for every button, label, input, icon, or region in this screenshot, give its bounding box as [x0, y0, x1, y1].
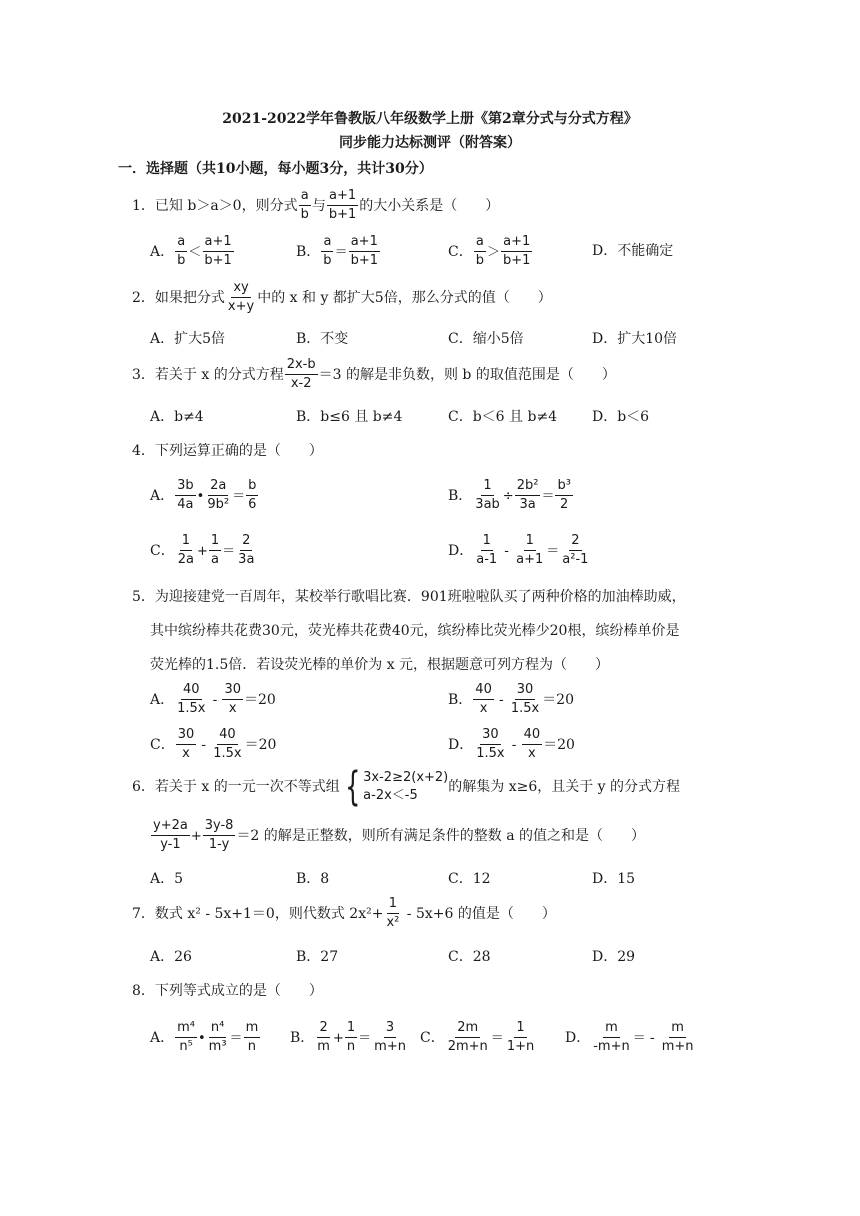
- q1-fraction-2: $\frac{a+1}{b+1}$: [328, 188, 357, 223]
- question-8-stem: 8．下列等式成立的是（ ）: [132, 983, 323, 999]
- question-3-stem: 3．若关于 x 的分式方程 $\frac{2x-b}{x-2}$ ＝3 的解是非负数，则 b 的取值范围是（ ）: [132, 357, 616, 392]
- q8-option-c: C． $\frac{2m}{2m+n}$ ＝ $\frac{1}{1+n}$: [420, 1020, 535, 1055]
- q3-option-a: A．b≠4: [150, 409, 204, 425]
- q3-option-d: D．b＜6: [592, 409, 650, 425]
- q5-option-d: D． $\frac{30}{1.5x}$ - $\frac{40}{x}$ ＝20: [448, 727, 575, 762]
- question-5-line-1: 5．为迎接建党一百周年，某校举行歌唱比赛．901班啦啦队买了两种价格的加油棒助威，: [132, 589, 686, 605]
- q1-option-c: C． $\frac{a}{b}$ ＞ $\frac{a+1}{b+1}$: [448, 234, 531, 269]
- q7-option-d: D．29: [592, 949, 636, 965]
- q5-option-a: A． $\frac{40}{1.5x}$ - $\frac{30}{x}$ ＝20: [150, 682, 276, 717]
- question-2-stem: 2．如果把分式 $\frac{xy}{x+y}$ 中的 x 和 y 都扩大5倍，那么分式的值（ ）: [132, 280, 552, 315]
- question-5-line-3: 荧光棒的1.5倍．若设荧光棒的单价为 x 元，根据题意可列方程为（ ）: [150, 657, 610, 673]
- q1-option-d: D．不能确定: [592, 243, 674, 259]
- q5-option-b: B． $\frac{40}{x}$ - $\frac{30}{1.5x}$ ＝20: [448, 682, 575, 717]
- q4-option-c: C． $\frac{1}{2a}$ + $\frac{1}{a}$ ＝ $\frac{2}{3a}$: [150, 533, 255, 568]
- question-5-line-2: 其中缤纷棒共花费30元，荧光棒共花费40元，缤纷棒比荧光棒少20根，缤纷棒单价是: [150, 623, 680, 639]
- q7-option-b: B．27: [296, 949, 339, 965]
- q6-option-d: D．15: [592, 871, 636, 887]
- q3-fraction: $\frac{2x-b}{x-2}$: [286, 357, 316, 392]
- q6-option-c: C．12: [448, 871, 491, 887]
- q8-option-a: A． $\frac{\text{m⁴}}{\text{n⁵}}$ • $\frac{\text{n⁴}}{\text{m³}}$ ＝ $\frac{m}{n}$: [150, 1020, 259, 1055]
- q7-option-c: C．28: [448, 949, 491, 965]
- question-6-line-2: $\frac{y+2a}{y-1}$ + $\frac{3y-8}{1-y}$ ＝2 的解是正整数，则所有满足条件的整数 a 的值之和是（ ）: [153, 818, 646, 853]
- q6-option-b: B．8: [296, 871, 330, 887]
- q5-option-c: C． $\frac{30}{x}$ - $\frac{40}{1.5x}$ ＝20: [150, 727, 277, 762]
- page-subtitle: 同步能力达标测评（附答案）: [339, 135, 521, 151]
- q1-text-pre: 1．已知 b＞a＞0，则分式: [132, 197, 298, 214]
- q2-fraction: $\frac{xy}{x+y}$: [227, 280, 255, 315]
- q2-option-d: D．扩大10倍: [592, 331, 678, 347]
- q7-fraction: $\frac{1}{\text{x²}}$: [386, 896, 400, 931]
- q7-option-a: A．26: [150, 949, 192, 965]
- page-title: 2021-2022学年鲁教版八年级数学上册《第2章分式与分式方程》: [222, 111, 638, 127]
- q1-text-mid: 与: [311, 197, 326, 214]
- q4-option-a: A． $\frac{3b}{4a}$ • $\frac{2a}{\text{9b²}}$ ＝ $\frac{b}{6}$: [150, 478, 257, 513]
- q2-option-a: A．扩大5倍: [150, 331, 226, 347]
- question-6-line-1: 6．若关于 x 的一元一次不等式组 { 3x-2≥2(x+2) a-2x＜-5 的解集为 x≥6，且关于 y 的分式方程: [132, 764, 681, 810]
- question-1-stem: [132, 188, 499, 224]
- q3-option-b: B．b≤6 且 b≠4: [296, 409, 403, 425]
- q8-option-b: B． $\frac{2}{m}$ + $\frac{1}{n}$ ＝ $\frac{3}{m+n}$: [290, 1020, 406, 1055]
- question-4-stem: 4．下列运算正确的是（ ）: [132, 443, 323, 459]
- q1-option-b: B． $\frac{a}{b}$ ＝ $\frac{a+1}{b+1}$: [296, 234, 378, 269]
- q8-option-d: D． $\frac{m}{-m+n}$ ＝ - $\frac{m}{m+n}$: [565, 1020, 694, 1055]
- q6-option-a: A．5: [150, 871, 184, 887]
- q1-text-post: 的大小关系是（ ）: [359, 197, 500, 214]
- q1-fraction-1: $\frac{a}{b}$: [300, 188, 309, 223]
- q6-inequality-system: { 3x-2≥2(x+2) a-2x＜-5: [344, 764, 449, 810]
- q2-option-b: B．不变: [296, 331, 349, 347]
- q2-option-c: C．缩小5倍: [448, 331, 524, 347]
- question-7-stem: 7．数式 x² - 5x+1＝0，则代数式 2x²+ $\frac{1}{\text{x²}}$ - 5x+6 的值是（ ）: [132, 896, 556, 931]
- q4-option-b: B． $\frac{1}{3ab}$ ÷ $\frac{\text{2b²}}{3a}$ ＝ $\frac{\text{b³}}{2}$: [448, 478, 571, 513]
- q1-option-a: A． $\frac{a}{b}$ ＜ $\frac{a+1}{b+1}$: [150, 234, 232, 269]
- section-heading: 一．选择题（共10小题，每小题3分，共计30分）: [118, 161, 433, 177]
- q4-option-d: D． $\frac{1}{a-1}$ - $\frac{1}{a+1}$ ＝ $\frac{2}{\text{a²-1}}$: [448, 533, 589, 568]
- q3-option-c: C．b＜6 且 b≠4: [448, 409, 558, 425]
